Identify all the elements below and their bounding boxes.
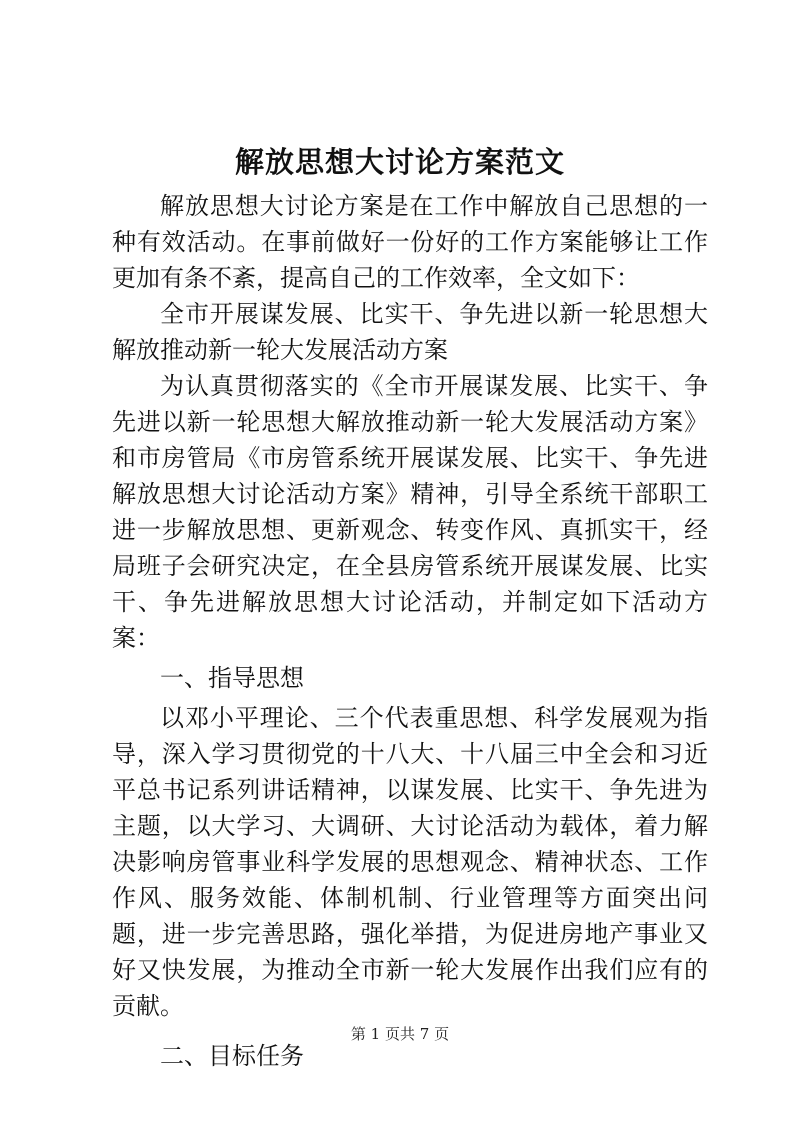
page-footer [0, 1024, 800, 1044]
page-total: 共 7 页 [400, 1025, 450, 1043]
page-number: 第 1 页 [350, 1025, 400, 1043]
guidance-paragraph: 以邓小平理论、三个代表重思想、科学发展观为指导，深入学习贯彻党的十八大、十八届三中全会和习近平总书记系列讲话精神，以谋发展、比实干、争先进为主题，以大学习、大调研、大讨论活动为载体，着力解决影响房管事业科学发展的思想观念、精神状态、工作作风、服务效能、体制机制、行业管理等方面突出问题，进一步完善思路，强化举措，为促进房地产事业又好又快发展，为推动全市新一轮大发展作出我们应有的贡献。 [112, 704, 708, 1020]
subject-paragraph: 全市开展谋发展、比实干、争先进以新一轮思想大解放推动新一轮大发展活动方案 [112, 300, 708, 364]
document-body [112, 188, 708, 1074]
intro-paragraph: 解放思想大讨论方案是在工作中解放自己思想的一种有效活动。在事前做好一份好的工作方案能够让工作更加有条不紊，提高自己的工作效率，全文如下： [112, 192, 708, 292]
purpose-paragraph: 为认真贯彻落实的《全市开展谋发展、比实干、争先进以新一轮思想大解放推动新一轮大发展活动方案》和市房管局《市房管系统开展谋发展、比实干、争先进解放思想大讨论活动方案》精神，引导全系统干部职工进一步解放思想、更新观念、转变作风、真抓实干，经局班子会研究决定，在全县房管系统开展谋发展、比实干、争先进解放思想大讨论活动，并制定如下活动方案： [112, 372, 708, 652]
document-title: 解放思想大讨论方案范文 [234, 145, 565, 179]
section-heading-guidance: 一、指导思想 [160, 664, 304, 692]
section-heading-goals: 二、目标任务 [160, 1042, 304, 1070]
